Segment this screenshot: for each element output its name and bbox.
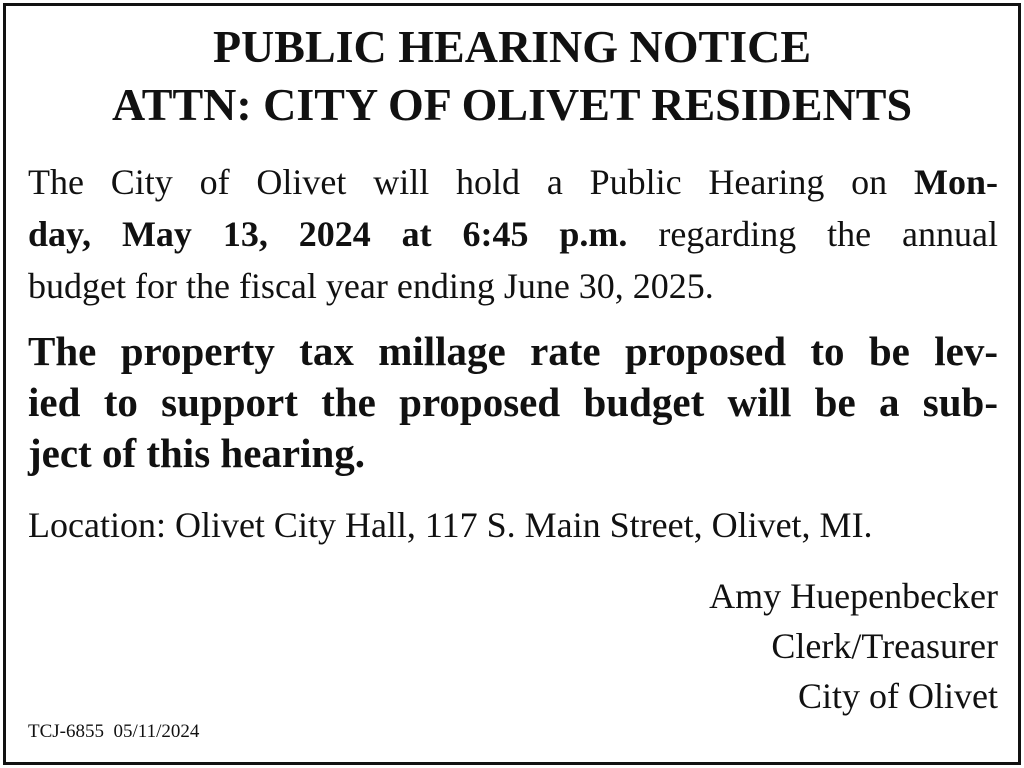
millage-line-2: ied to support the proposed budget will be a sub-: [28, 379, 998, 425]
signatory-title: Clerk/Treasurer: [771, 626, 998, 666]
notice-subtitle: ATTN: CITY OF OLIVET RESIDENTS: [111, 79, 913, 130]
notice-code: TCJ-6855: [28, 721, 104, 742]
hearing-location: Location: Olivet City Hall, 117 S. Main Street, Olivet, MI.: [28, 505, 873, 545]
millage-line-1: The property tax millage rate proposed to be lev-: [28, 328, 998, 374]
hearing-date-time: day, May 13, 2024 at 6:45 p.m.: [28, 214, 628, 254]
hearing-day-part-1: Mon-: [914, 162, 998, 202]
notice-title: PUBLIC HEARING NOTICE: [212, 21, 812, 72]
hearing-intro-text: The City of Olivet will hold a Public Hearing on: [28, 162, 914, 202]
notice-footer: [28, 721, 199, 743]
hearing-details-line-3: [28, 260, 998, 312]
signatory-name: Amy Huepenbecker: [709, 576, 998, 616]
hearing-details-line-2: [28, 208, 998, 260]
hearing-budget-text: budget for the fiscal year ending June 30, 2025.: [28, 266, 714, 306]
signatory-organization: City of Olivet: [798, 676, 998, 716]
hearing-details-line-1: [28, 156, 998, 208]
millage-line-3: ject of this hearing.: [28, 430, 366, 476]
notice-date: 05/11/2024: [113, 721, 200, 742]
hearing-purpose-text: regarding the annual: [627, 214, 999, 254]
